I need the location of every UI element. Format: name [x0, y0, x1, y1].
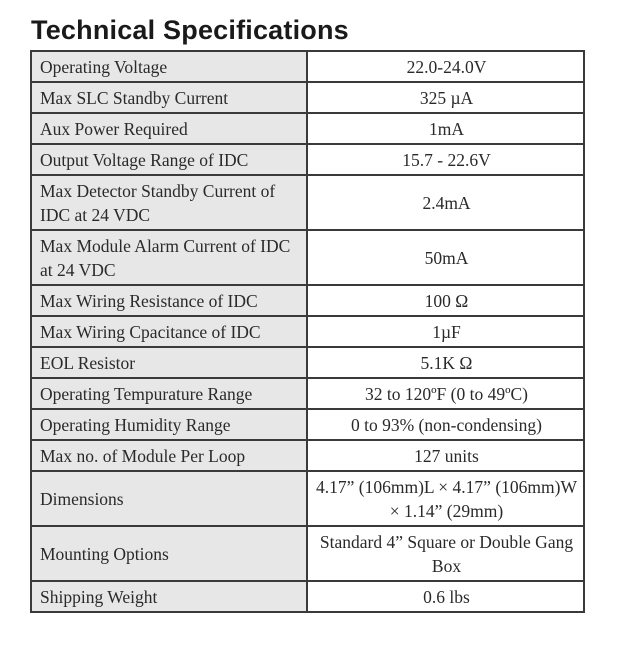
table-row	[31, 285, 584, 316]
table-row	[31, 113, 584, 144]
table-row	[31, 409, 584, 440]
specifications-table	[30, 50, 585, 613]
table-row	[31, 175, 584, 230]
spec-label: Mounting Options	[31, 526, 307, 581]
spec-value: 50mA	[307, 230, 584, 285]
spec-label: Output Voltage Range of IDC	[31, 144, 307, 175]
table-row	[31, 471, 584, 526]
spec-label: Operating Tempurature Range	[31, 378, 307, 409]
table-row	[31, 51, 584, 82]
spec-label: Max SLC Standby Current	[31, 82, 307, 113]
table-row	[31, 144, 584, 175]
spec-value: 5.1K Ω	[307, 347, 584, 378]
spec-label: Shipping Weight	[31, 581, 307, 612]
table-row	[31, 82, 584, 113]
spec-value: 127 units	[307, 440, 584, 471]
spec-value: 0 to 93% (non-condensing)	[307, 409, 584, 440]
spec-label: Max Wiring Cpacitance of IDC	[31, 316, 307, 347]
table-row	[31, 378, 584, 409]
table-row	[31, 316, 584, 347]
table-row	[31, 581, 584, 612]
table-row	[31, 526, 584, 581]
spec-value: 2.4mA	[307, 175, 584, 230]
spec-label: Dimensions	[31, 471, 307, 526]
spec-label: Max Wiring Resistance of IDC	[31, 285, 307, 316]
spec-value: 32 to 120ºF (0 to 49ºC)	[307, 378, 584, 409]
spec-value: 0.6 lbs	[307, 581, 584, 612]
spec-label: Operating Voltage	[31, 51, 307, 82]
spec-value: Standard 4” Square or Double Gang Box	[307, 526, 584, 581]
table-row	[31, 347, 584, 378]
spec-value: 100 Ω	[307, 285, 584, 316]
page-title: Technical Specifications	[31, 15, 349, 45]
spec-label: Max Detector Standby Current of IDC at 24 VDC	[31, 175, 307, 230]
spec-value: 1µF	[307, 316, 584, 347]
spec-value: 1mA	[307, 113, 584, 144]
spec-value: 4.17” (106mm)L × 4.17” (106mm)W × 1.14” (29mm)	[307, 471, 584, 526]
spec-label: EOL Resistor	[31, 347, 307, 378]
spec-label: Max no. of Module Per Loop	[31, 440, 307, 471]
spec-value: 325 µA	[307, 82, 584, 113]
spec-label: Max Module Alarm Current of IDC at 24 VDC	[31, 230, 307, 285]
spec-value: 15.7 - 22.6V	[307, 144, 584, 175]
table-row	[31, 230, 584, 285]
spec-label: Operating Humidity Range	[31, 409, 307, 440]
table-row	[31, 440, 584, 471]
spec-value: 22.0-24.0V	[307, 51, 584, 82]
specifications-table-body	[31, 51, 584, 612]
spec-label: Aux Power Required	[31, 113, 307, 144]
